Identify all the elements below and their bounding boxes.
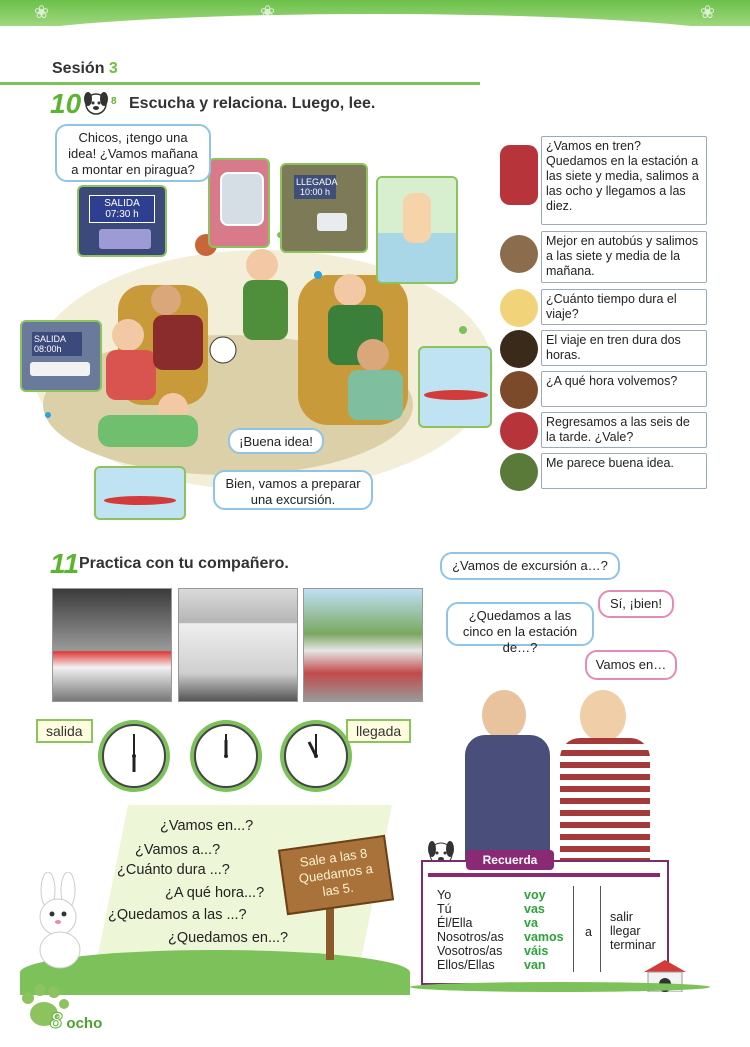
kayak-shape <box>424 390 488 400</box>
verb-form: vamos <box>524 930 564 944</box>
pronoun: Vosotros/as <box>437 944 503 958</box>
question-text: ¿Quedamos a las ...? <box>108 907 247 923</box>
train-arrival-card <box>280 163 368 253</box>
verb-form: van <box>524 958 546 972</box>
infinitive-list <box>610 910 656 952</box>
reading-girl-card <box>376 176 458 284</box>
dialogue-line: Mejor en autobús y salimos a las siete y media de la mañana. <box>541 231 707 283</box>
pet-carrier-card <box>208 158 270 248</box>
dialogue-line: ¿Cuánto tiempo dura el viaje? <box>541 289 707 325</box>
wooden-sign: Sale a las 8 Quedamos a las 5. <box>278 835 394 915</box>
page-footer <box>50 1008 102 1034</box>
session-heading <box>52 60 118 78</box>
exercise-11-number: 11 <box>50 548 80 579</box>
page-word: ocho <box>66 1015 103 1032</box>
verb-form: vas <box>524 902 545 916</box>
reading-girl <box>403 193 431 243</box>
audio-dog-icon[interactable] <box>82 90 110 116</box>
speaker-boy2-avatar <box>500 453 538 491</box>
verb-list <box>524 888 564 972</box>
infinitive: llegar <box>610 924 641 938</box>
infinitive: salir <box>610 910 633 924</box>
verb-form: voy <box>524 888 546 902</box>
train-shape <box>30 362 90 376</box>
speaker-dark-avatar <box>500 330 538 368</box>
verb-form: va <box>524 916 538 930</box>
clock-arrival <box>280 720 352 792</box>
train-departure-sign: SALIDA 08:00h <box>32 332 82 356</box>
audio-track-number: 8 <box>111 96 117 107</box>
paw-icon: ❀ <box>700 2 716 22</box>
speaker-blonde-avatar <box>500 289 538 327</box>
speech-bubble-vamos-en: Vamos en… <box>585 650 677 680</box>
paw-icon: ❀ <box>260 2 276 22</box>
page-number: 8 <box>50 1008 63 1033</box>
pronoun: Él/Ella <box>437 916 473 930</box>
speaker-girl-avatar <box>500 412 538 450</box>
speech-bubble-good-idea: ¡Buena idea! <box>228 428 324 454</box>
question-text: ¿Quedamos en...? <box>168 930 289 946</box>
pronoun-list <box>437 888 504 972</box>
kayak-shape <box>104 496 176 505</box>
kayak-card <box>418 346 492 428</box>
dialogue-line: El viaje en tren dura dos horas. <box>541 330 707 366</box>
question-text: ¿Cuánto dura ...? <box>117 862 230 878</box>
speech-bubble-idea: Chicos, ¡tengo una idea! ¿Vamos mañana a montar en piragua? <box>55 124 211 182</box>
pronoun: Yo <box>437 888 452 902</box>
dialogue-line: Me parece buena idea. <box>541 453 707 489</box>
question-text: ¿Vamos a...? <box>135 842 221 858</box>
dialogue-line: ¿A qué hora volvemos? <box>541 371 707 407</box>
clock-middle <box>190 720 262 792</box>
teens-photo <box>460 680 660 860</box>
infinitive: terminar <box>610 938 656 952</box>
train-departure-card <box>20 320 102 392</box>
pronoun: Nosotros/as <box>437 930 504 944</box>
departure-label: salida <box>36 719 93 743</box>
verb-form: váis <box>524 944 549 958</box>
pronoun: Ellos/Ellas <box>437 958 495 972</box>
recuerda-title: Recuerda <box>466 850 554 870</box>
grass-strip <box>410 982 710 992</box>
speech-bubble-excursion-question: ¿Vamos de excursión a…? <box>440 552 620 580</box>
train-photo <box>52 588 172 702</box>
pronoun: Tú <box>437 902 452 916</box>
divider <box>573 886 574 972</box>
speech-bubble-meet-question: ¿Quedamos a las cinco en la estación de…? <box>446 602 594 646</box>
dialogue-line: Regresamos a las seis de la tarde. ¿Vale? <box>541 412 707 448</box>
divider <box>0 82 480 85</box>
question-text: ¿Vamos en...? <box>160 818 254 834</box>
train-shape <box>317 213 347 231</box>
speech-bubble-yes: Sí, ¡bien! <box>598 590 674 618</box>
clock-departure <box>98 720 170 792</box>
bus-photo <box>178 588 298 702</box>
exercise-11-instruction: Practica con tu compañero. <box>79 555 289 572</box>
bus-station-card <box>77 185 167 257</box>
speech-bubble-excursion: Bien, vamos a preparar una excursión. <box>213 470 373 510</box>
question-text: ¿A qué hora...? <box>165 885 265 901</box>
preposition: a <box>585 925 592 939</box>
divider <box>600 886 601 972</box>
arrival-label: llegada <box>346 719 411 743</box>
speaker-boy-avatar <box>500 235 538 273</box>
bikes-photo <box>303 588 423 702</box>
bunny-mascot <box>26 872 96 972</box>
pet-carrier <box>220 172 264 226</box>
bus-shape <box>99 229 151 249</box>
speaker-glasses-avatar <box>500 371 538 409</box>
bus-departure-sign: SALIDA 07:30 h <box>89 195 155 223</box>
speaker-girl-avatar <box>500 145 538 205</box>
dialogue-line: ¿Vamos en tren? Quedamos en la estación a las siete y media, salimos a las ocho y llegamos a las diez. <box>541 136 707 225</box>
recuerda-rule <box>428 873 660 877</box>
kayak-card-2 <box>94 466 186 520</box>
session-label: Sesión <box>52 60 105 77</box>
session-number: 3 <box>108 60 118 77</box>
paw-icon: ❀ <box>34 2 50 22</box>
exercise-10-number: 10 <box>50 88 82 119</box>
exercise-10-instruction: Escucha y relaciona. Luego, lee. <box>129 95 376 112</box>
arrival-sign: LLEGADA 10:00 h <box>296 177 338 197</box>
